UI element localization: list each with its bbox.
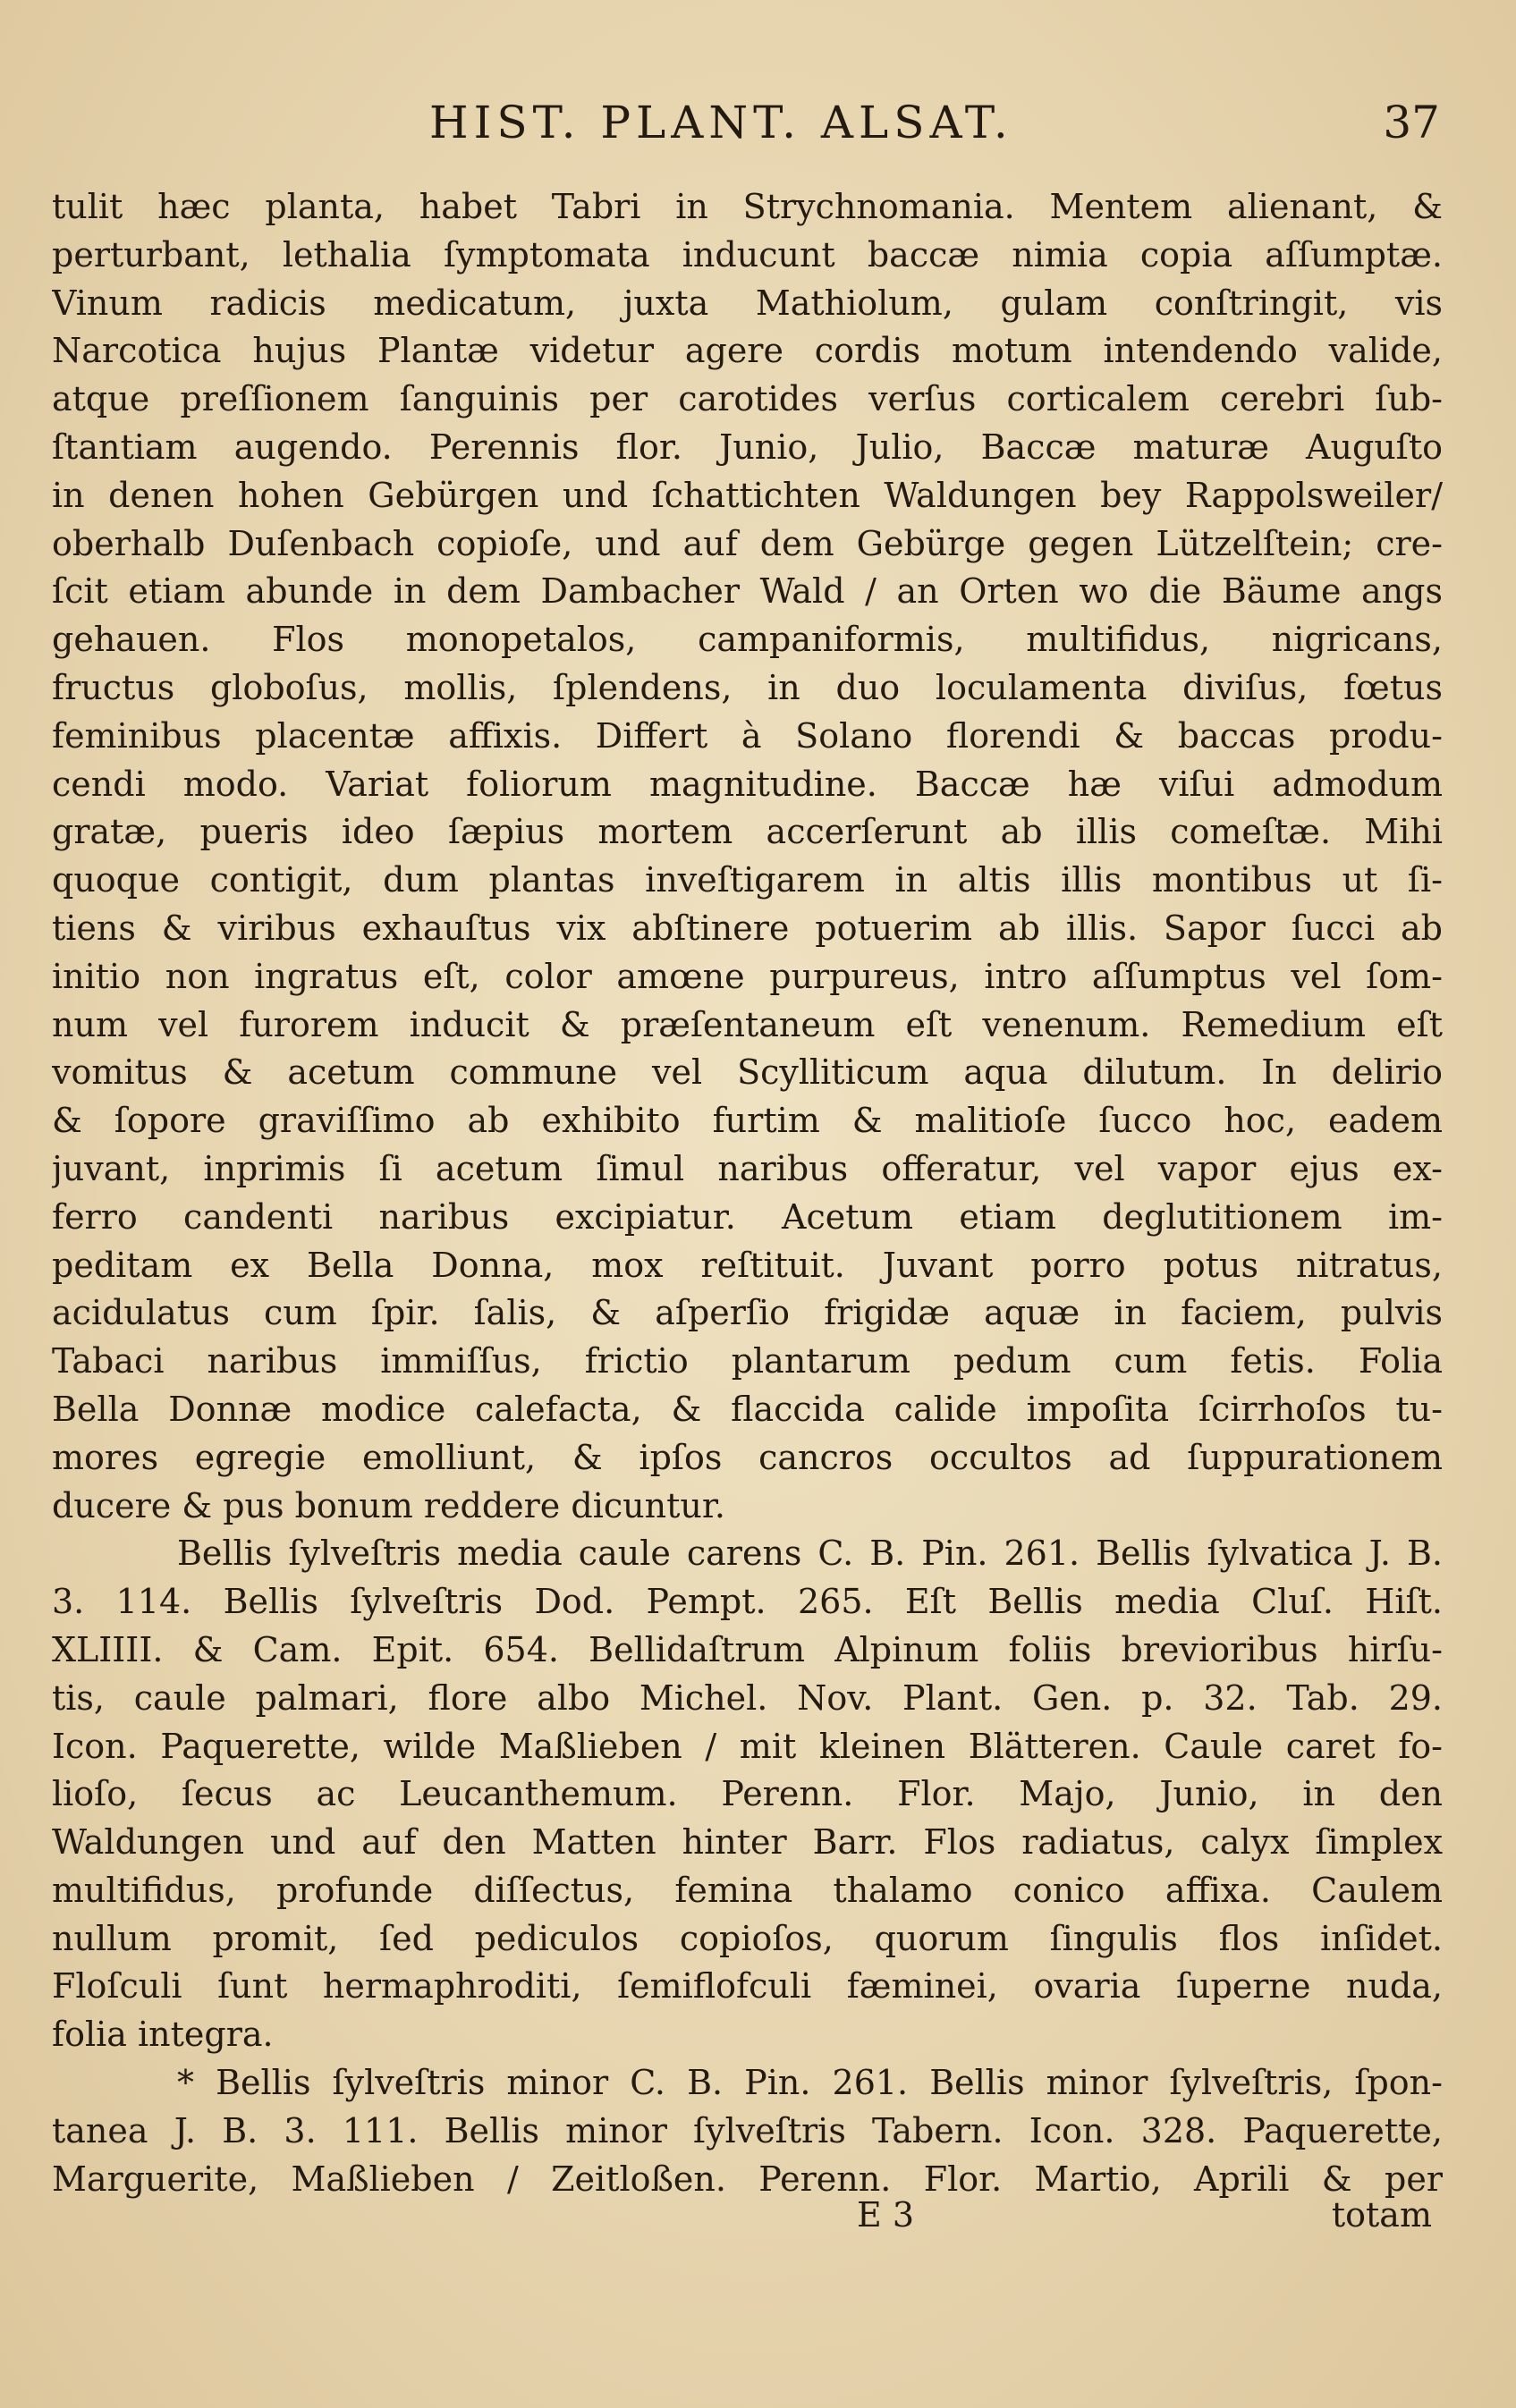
text-line: Bellis ſylveſtris media caule carens C. B. Pin. 261. Bellis ſylvatica J. B. [177,1534,1443,1574]
text-line: ſtantiam augendo. Perennis flor. Junio, Julio, Baccæ maturæ Auguſto [52,427,1443,467]
text-line: Bella Donnæ modice calefacta, & flaccida calide impoſita ſcirrhoſos tu- [52,1389,1443,1429]
text-line: oberhalb Duſenbach copioſe, und auf dem Gebürge gegen Lützelſtein; cre- [52,523,1443,563]
text-line: acidulatus cum ſpir. ſalis, & aſperſio frigidæ aquæ in faciem, pulvis [52,1293,1443,1333]
text-line: initio non ingratus eſt, color amœne purpureus, intro aſſumptus vel ſom- [52,956,1443,996]
text-line: quoque contigit, dum plantas inveſtigarem in altis illis montibus ut ſi- [52,860,1443,900]
text-line: Narcotica hujus Plantæ videtur agere cordis motum intendendo valide, [52,331,1443,371]
text-line: tis, caule palmari, flore albo Michel. Nov. Plant. Gen. p. 32. Tab. 29. [52,1677,1443,1718]
text-line: cendi modo. Variat foliorum magnitudine. Baccæ hæ viſui admodum [52,764,1443,804]
text-line: num vel furorem inducit & præſentaneum eſt venenum. Remedium eſt [52,1004,1443,1044]
text-line: folia integra. [52,2015,274,2055]
running-title: HIST. PLANT. ALSAT. [429,97,1013,148]
text-line: ferro candenti naribus excipiatur. Acetum etiam deglutitionem im- [52,1196,1443,1237]
text-line: gratæ, pueris ideo ſæpius mortem accerſerunt ab illis comeſtæ. Mihi [52,812,1443,852]
text-line: atque preſſionem ſanguinis per carotides verſus corticalem cerebri ſub- [52,379,1443,419]
page-footer [52,2195,1443,2249]
text-line: Waldungen und auf den Matten hinter Barr. Flos radiatus, calyx ſimplex [52,1822,1443,1863]
text-line: 3. 114. Bellis ſylveſtris Dod. Pempt. 265. Eſt Bellis media Cluſ. Hiſt. [52,1582,1443,1622]
text-line: multifidus, profunde diſſectus, femina thalamo conico affixa. Caulem [52,1870,1443,1910]
text-line: in denen hohen Gebürgen und ſchattichten Waldungen bey Rappolsweiler/ [52,475,1443,515]
text-line: & ſopore graviſſimo ab exhibito furtim & malitioſe ſucco hoc, eadem [52,1101,1443,1141]
text-line: feminibus placentæ affixis. Differt à Solano florendi & baccas produ- [52,715,1443,756]
text-line: tiens & viribus exhauſtus vix abſtinere potuerim ab illis. Sapor ſucci ab [52,908,1443,948]
text-line: juvant, inprimis ſi acetum ſimul naribus offeratur, vel vapor ejus ex- [52,1148,1443,1188]
text-line: perturbant, lethalia ſymptomata inducunt baccæ nimia copia aſſumptæ. [52,234,1443,275]
text-line: XLIIII. & Cam. Epit. 654. Bellidaſtrum Alpinum foliis brevioribus hirſu- [52,1629,1443,1669]
text-line: Icon. Paquerette, wilde Maßlieben / mit kleinen Blätteren. Caule caret fo- [52,1726,1443,1766]
text-line: ſcit etiam abunde in dem Dambacher Wald / an Orten wo die Bäume angs [52,571,1443,612]
text-line: lioſo, ſecus ac Leucanthemum. Perenn. Flor. Majo, Junio, in den [52,1774,1443,1814]
text-line: peditam ex Bella Donna, mox reſtituit. Juvant porro potus nitratus, [52,1245,1443,1285]
text-line: tulit hæc planta, habet Tabri in Strychnomania. Mentem alienant, & [52,187,1443,226]
text-line: ducere & pus bonum reddere dicuntur. [52,1485,725,1525]
text-line: Floſculi ſunt hermaphroditi, ſemiflofculi fæminei, ovaria ſuperne nuda, [52,1966,1443,2007]
text-line: Vinum radicis medicatum, juxta Mathiolum, gulam conſtringit, vis [52,283,1443,323]
catchword: totam [1331,2195,1432,2235]
signature-mark: E 3 [857,2195,914,2235]
text-line: mores egregie emolliunt, & ipſos cancros occultos ad ſuppurationem [52,1437,1443,1477]
text-line: nullum promit, ſed pediculos copioſos, quorum ſingulis flos inſidet. [52,1918,1443,1958]
body-text [52,183,1443,2203]
page-number: 37 [1383,97,1440,148]
text-line: tanea J. B. 3. 111. Bellis minor ſylveſtris Tabern. Icon. 328. Paquerette, [52,2110,1443,2150]
text-line: fructus globoſus, mollis, ſplendens, in duo loculamenta diviſus, fœtus [52,667,1443,707]
text-line: Tabaci naribus immiſſus, frictio plantarum pedum cum fetis. Folia [52,1341,1443,1381]
text-line: vomitus & acetum commune vel Scylliticum aqua dilutum. In delirio [52,1052,1443,1093]
text-line: gehauen. Flos monopetalos, campaniformis, multifidus, nigricans, [52,620,1443,660]
text-line: Marguerite, Maßlieben / Zeitloßen. Perenn. Flor. Martio, Aprili & per [52,2159,1443,2199]
running-head [429,97,1449,159]
text-line: * Bellis ſylveſtris minor C. B. Pin. 261. Bellis minor ſylveſtris, ſpon- [177,2063,1443,2103]
